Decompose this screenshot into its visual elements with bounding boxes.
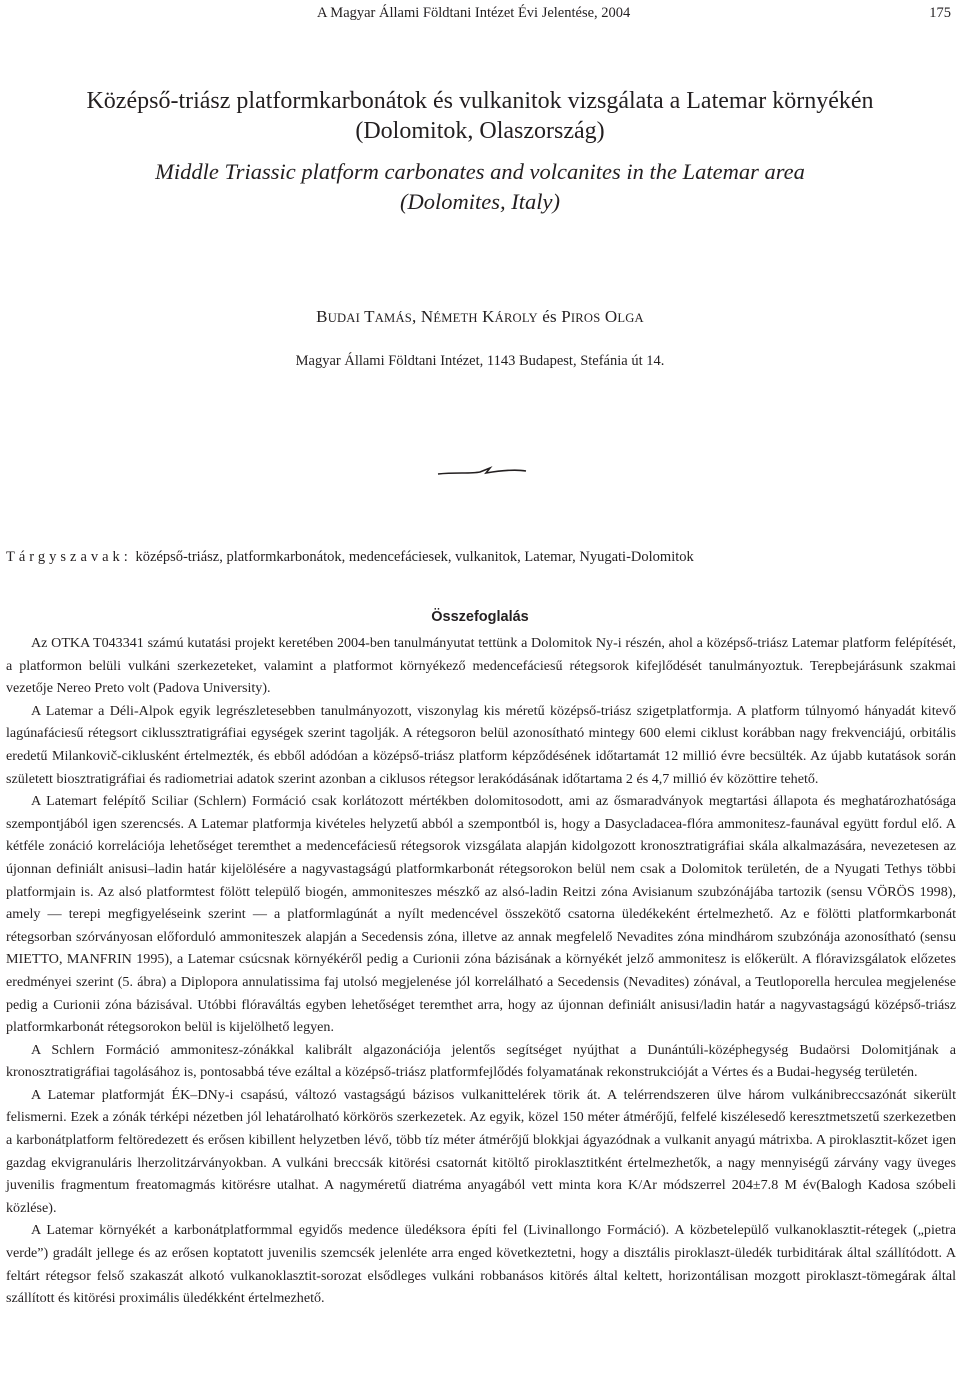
summary-body — [6, 632, 956, 1310]
page-number: 175 — [929, 5, 951, 21]
running-head — [0, 5, 960, 23]
author-separator: , — [411, 307, 421, 326]
summary-paragraph: Az OTKA T043341 számú kutatási projekt keretében 2004-ben tanulmányutat tettünk a Dolomitok Ny-i részén, ahol a középső-triász Latemar platform felépítését, a platformon belüli vulkáni szerkezeteket, valamint a platformot környékező medencefáciesű rétegsorok kifejlődését tanulmányoztuk. Terepbejárásunk szakmai vezetője Nereo Preto volt (Padova University). — [6, 635, 956, 697]
summary-paragraph: A Latemar környékét a karbonátplatformmal egyidős medence üledéksora építi fel (Livinallongo Formáció). A közbetelepülő vulkanoklasztit-rétegek („pietra verde”) gradált jellege és az erősen koptatott juvenilis szemcsék jelenléte arra enged következtetni, hogy a disztális piroklaszt-üledék turbiditárak által szállítódott. A feltárt rétegsor felső szakaszát alkotó vulkanoklasztit-sorozat elsődleges vulkáni robbanásos kitörés által keltett, horizontálisan mozgott piroklaszt-tömegárak által szállított és kitörési proximális üledékként értelmezhető. — [6, 1222, 956, 1307]
title-block — [0, 86, 960, 217]
author-budai-tamas — [316, 307, 412, 326]
summary-paragraph: A Schlern Formáció ammonitesz-zónákkal kalibrált algazonációja jelentős segítséget nyújthat a Dunántúli-középhegység Budaörsi Dolomitjának a kronosztratigráfiai tagolásához is, pontosabbá téve ezáltal a középső-triász platformfejlődés folyamatának rekonstrukcióját a Vértes és a Budai-hegység területén. — [6, 1041, 956, 1081]
title-hungarian — [0, 86, 960, 146]
keywords-text: középső-triász, platformkarbonátok, medencefáciesek, vulkanitok, Latemar, Nyugati-Dolomitok — [135, 549, 694, 565]
author-initial: N — [420, 307, 434, 326]
section-divider-ornament — [436, 465, 528, 479]
keywords-label: Tárgyszavak: — [6, 549, 132, 565]
summary-heading: Összefoglalás — [431, 609, 529, 625]
title-english-line1: Middle Triassic platform carbonates and volcanites in the Latemar area — [155, 159, 805, 184]
title-hungarian-line2: (Dolomitok, Olaszország) — [355, 118, 605, 144]
author-initial: T — [364, 307, 375, 326]
title-hungarian-line1: Középső-triász platformkarbonátok és vulkanitok vizsgálata a Latemar környékén — [86, 88, 874, 114]
keywords — [6, 549, 956, 566]
author-smallcaps: UDAI — [327, 311, 360, 325]
journal-title: A Magyar Állami Földtani Intézet Évi Jelentése, 2004 — [317, 5, 631, 21]
author-initial: O — [604, 307, 618, 326]
author-nemeth-karoly — [421, 307, 538, 326]
author-smallcaps: IROS — [570, 311, 601, 325]
author-piros-olga — [561, 307, 644, 326]
author-smallcaps: AMÁS — [374, 311, 412, 325]
author-affiliation: Magyar Állami Földtani Intézet, 1143 Budapest, Stefánia út 14. — [295, 353, 665, 369]
author-smallcaps: LGA — [617, 311, 644, 325]
author-initial: B — [316, 307, 328, 326]
author-smallcaps: ÉMETH — [433, 311, 478, 325]
author-list — [0, 307, 960, 327]
summary-paragraph: A Latemar platformját ÉK–DNy-i csapású, változó vastagságú bázisos vulkanittelérek törik át. A telérrendszeren ülve három vulkánibreccsazónát sikerült felismerni. Ezek a zónák térképi nézetben jól lehatárolható körkörös szerkezetek. Az egyik, közel 150 méter átmérőjű, felfelé kiszélesedő keresztmetszetű szerkezetben a karbonátplatform feltöredezett és erősen kibillent helyzetben lévő, több tíz méter átmérőjű blokkjai ágyazódnak a vulkanit anyagú mátrixba. A piroklasztit-kőzet igen gazdag ekvigranuláris lherzolitzárványokban. A vulkáni breccsák kitörési csatornát kitöltő piroklasztitként értelmezhetők, a nagy mennyiségű zárvány vagy üveges juvenilis fragmentum freatomagmás kitörésre utalhat. A nagyméretű diatréma anyagából vett minta kora K/Ar módszerrel 204±7.8 M év(Balogh Kadosa szóbeli közlése). — [6, 1086, 956, 1216]
author-initial: P — [561, 307, 571, 326]
author-initial: K — [482, 307, 495, 326]
title-english — [0, 157, 960, 217]
summary-paragraph: A Latemart felépítő Sciliar (Schlern) Formáció csak korlátozott mértékben dolomitosodott, ami az ősmaradványok megtartási állapota és meghatározhatósága szempontjából igen szerencsés. A Latemar platformja kivételes helyzetű abból a szempontból is, hogy a Dasycladacea-flóra ammonitesz-faunával együtt fordul elő. A kétféle zonáció korrelációja lehetőséget teremthet a medencefáciesű rétegsorok vizsgálata alapján kidolgozott kronosztratigráfiai skála alkalmazására, nevezetesen az újonnan definiált anisusi–ladin határ kijelölésére a nagyvastagságú platformkarbonát rétegsorokon belül nem csak a Dolomitok területén, de a Nyugati Tethys többi platformjain is. Az alsó platformtest fölött települő biogén, ammoniteszes mészkő az alsó-ladin Reitzi zóna Avisianum szubzónájába tartozik (sensu VÖRÖS 1998), amely — terepi megfigyeléseink szerint — a platformlagúnát a nyílt medencével összekötő csatorna üledékeként értelmezhető. Az e fölötti platformkarbonát rétegsorban szórványosan előforduló ammoniteszek alapján a Secedensis zóna, illetve az annak megfelelő Nevadites zóna mindhárom szubzónája azonosítható (sensu MIETTO, MANFRIN 1995), a Latemar csúcsnak környékéről pedig a Curionii zóna bázisának a környékét jelző ammonitesz is előkerült. A flóravizsgálatok előzetes eredményei szerint (5. ábra) a Diplopora annulatissima faj utolsó megjelenése jól korrelálható a Secedensis (Nevadites) zónával, a Teutloporella herculea megjelenése pedig a Curionii zóna bázisával. Utóbbi flóraváltás egyben lehetőséget teremthet arra, hogy az újonnan definiált anisusi/ladin határ a nagyvastagságú középső-triász platformkarbonát rétegsorokon belül is kijelölhető legyen. — [6, 793, 956, 1036]
author-smallcaps: ÁROLY — [494, 311, 538, 325]
title-english-line2: (Dolomites, Italy) — [400, 189, 560, 214]
summary-paragraph: A Latemar a Déli-Alpok egyik legrészletesebben tanulmányozott, viszonylag kis méretű középső-triász szigetplatformja. A platform túlnyomó hányadát kitevő lagúnafáciesű rétegsort ciklussztratigráfiai egységek szerint tagolják. A rétegsoron belül azonosítható mintegy 600 elemi ciklust korábban nagy frekvenciájú, orbitális eredetű Milankovič-ciklusként értelmezték, és ebből adódóan a középső-triász platform képződésének időtartamát 12 millió évre becsülték. Az újabb kutatások során született biosztratigráfiai és radiometriai adatok szerint azonban a ciklusos rétegsor lerakódásának időtartama 2 és 4,7 millió év közöttire tehető. — [6, 702, 956, 787]
author-conjunction: és — [537, 307, 562, 326]
